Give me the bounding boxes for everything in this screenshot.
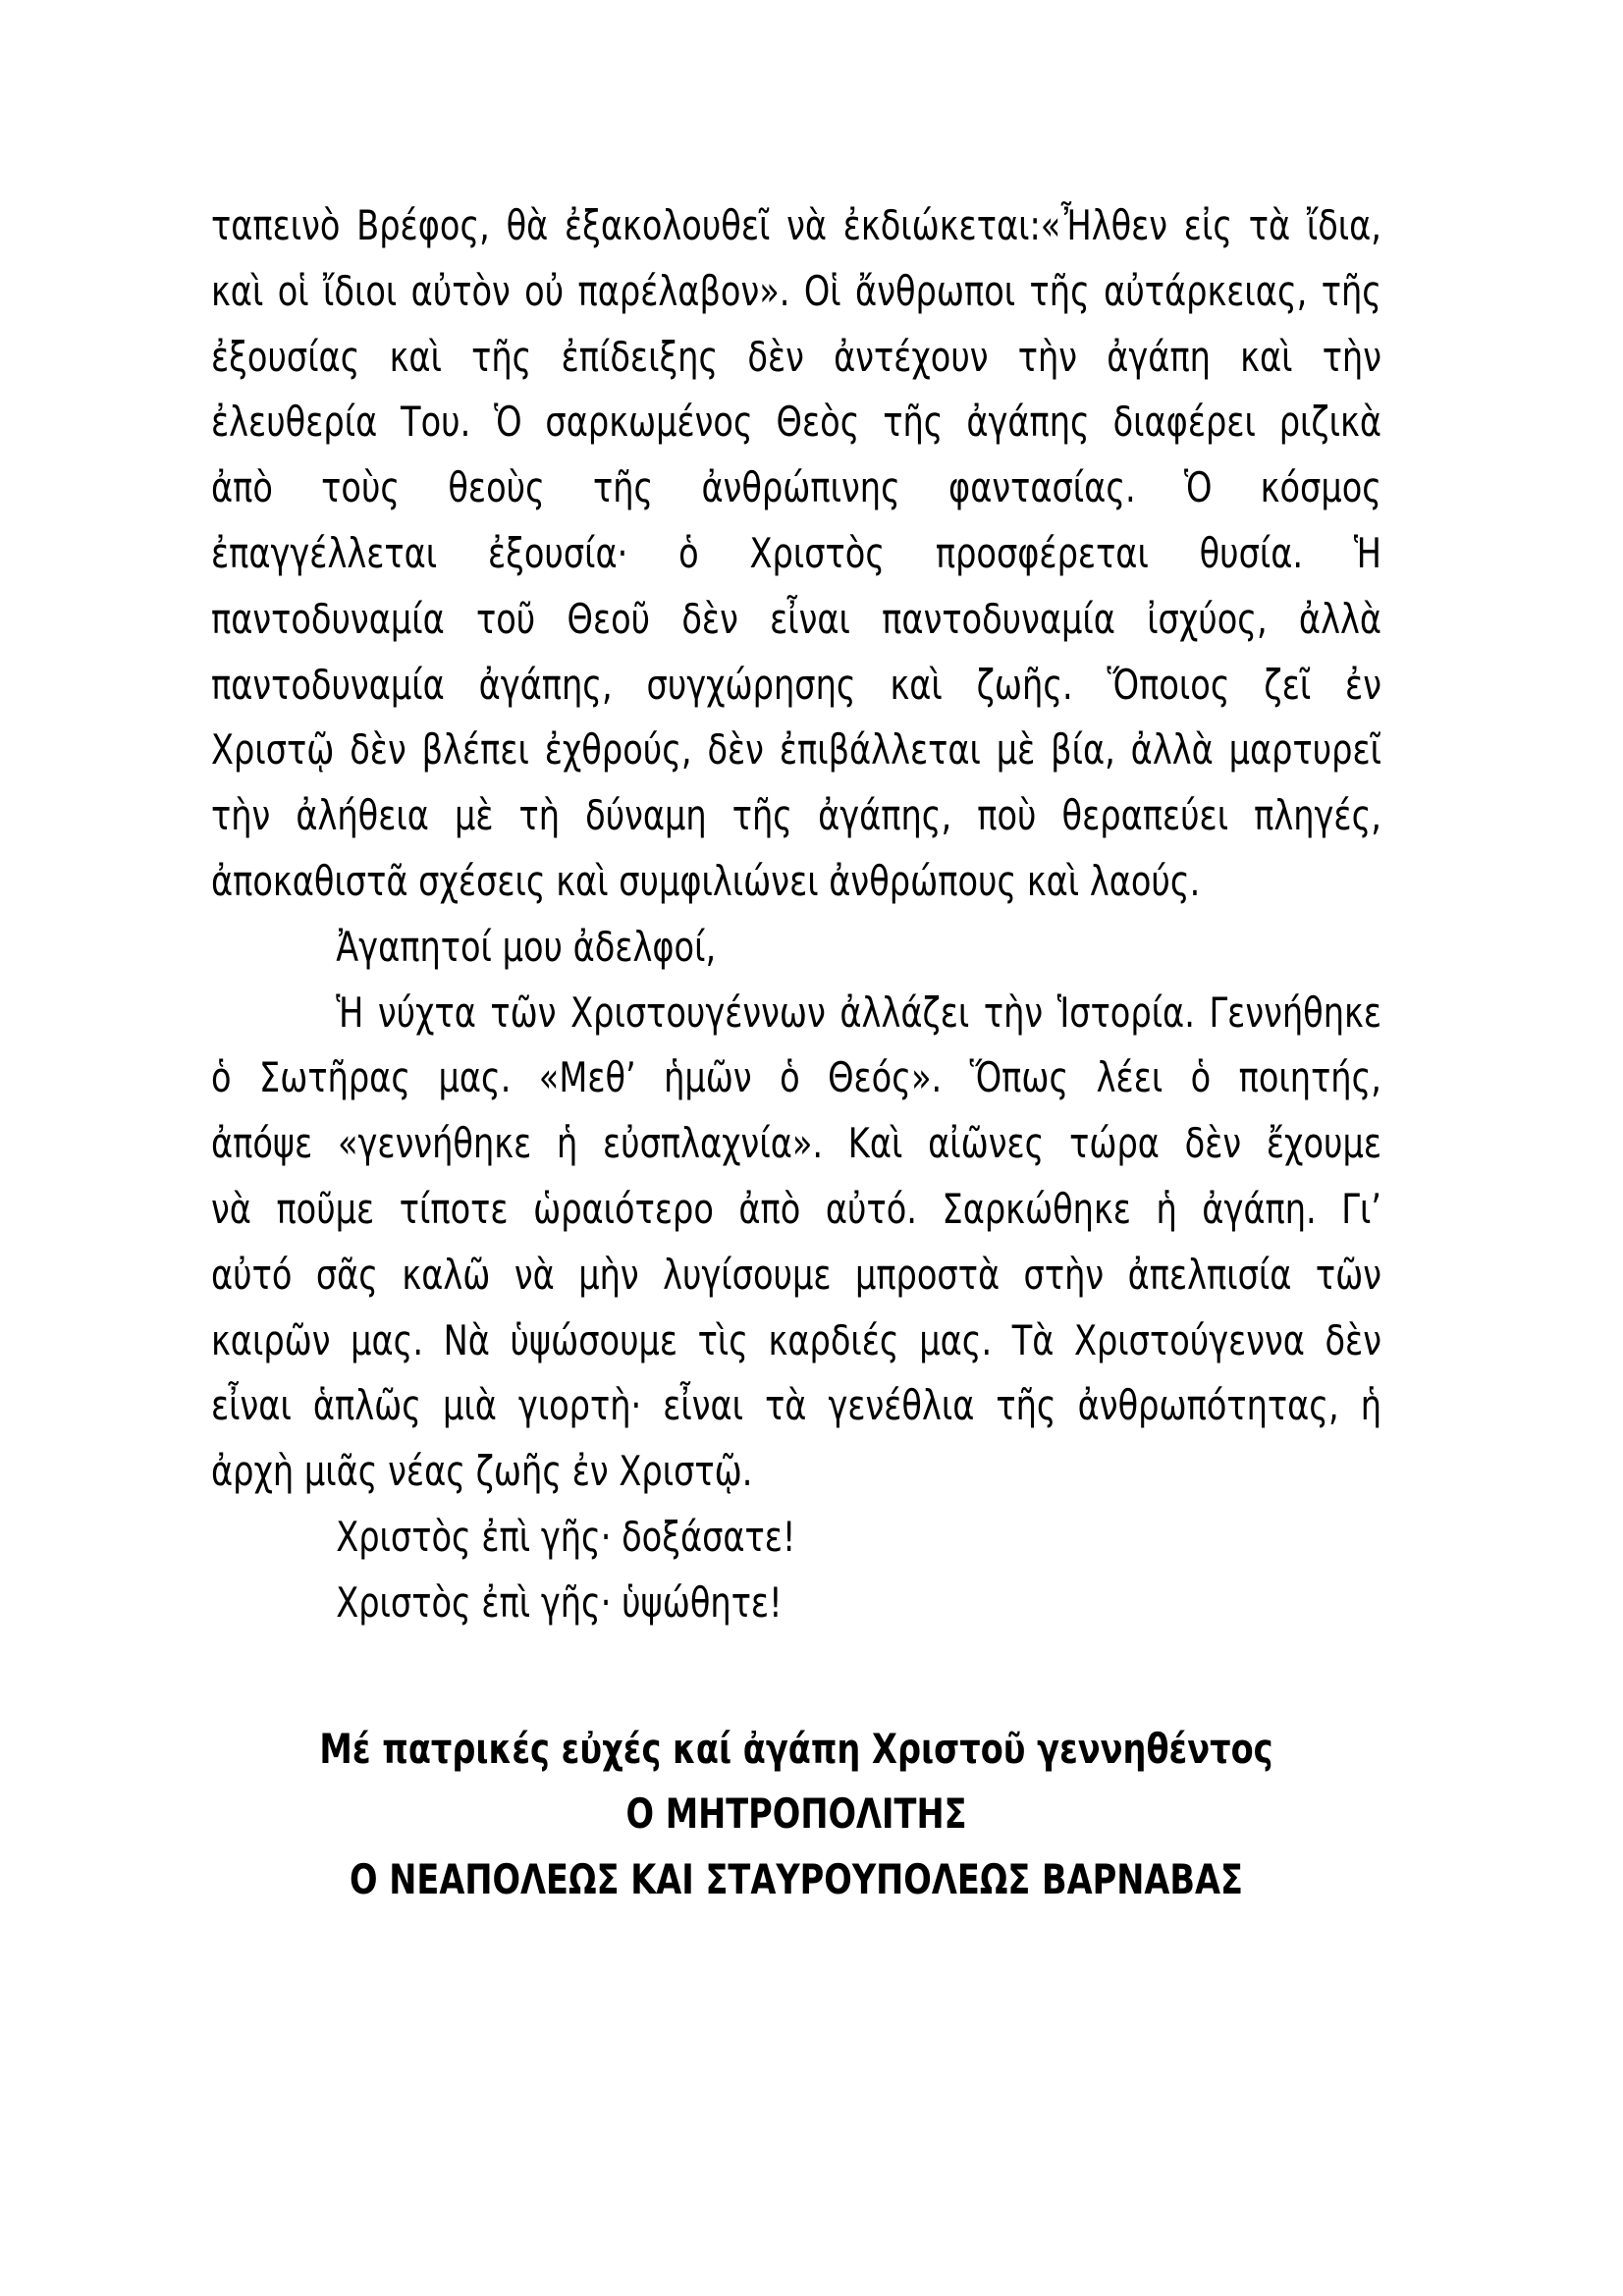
body-line: ἀπὸ τοὺς θεοὺς τῆς ἀνθρώπινης φαντασίας. Ὁ κόσμος xyxy=(211,463,1381,512)
body-line: Χριστῷ δὲν βλέπει ἐχθρούς, δὲν ἐπιβάλλεται μὲ βία, ἀλλὰ μαρτυρεῖ xyxy=(211,725,1381,774)
body-line: παντοδυναμία ἀγάπης, συγχώρησης καὶ ζωῆς. Ὅποιος ζεῖ ἐν xyxy=(211,660,1381,709)
body-line: εἶναι ἁπλῶς μιὰ γιορτὴ· εἶναι τὰ γενέθλια τῆς ἀνθρωπότητας, ἡ xyxy=(211,1381,1381,1430)
body-line: ἐξουσίας καὶ τῆς ἐπίδειξης δὲν ἀντέχουν τὴν ἀγάπη καὶ τὴν xyxy=(211,332,1381,381)
body-line: ἀπόψε «γεννήθηκε ἡ εὐσπλαχνία». Καὶ αἰῶνες τώρα δὲν ἔχουμε xyxy=(211,1119,1381,1168)
body-line: ὁ Σωτῆρας μας. «Μεθ’ ἡμῶν ὁ Θεός». Ὅπως λέει ὁ ποιητής, xyxy=(211,1053,1381,1102)
body-line: ἐπαγγέλλεται ἐξουσία· ὁ Χριστὸς προσφέρεται θυσία. Ἡ xyxy=(211,528,1381,577)
document-body xyxy=(211,0,1381,1913)
body-line: καιρῶν μας. Νὰ ὑψώσουμε τὶς καρδιές μας. Τὰ Χριστούγεννα δὲν xyxy=(211,1315,1381,1364)
body-line: ἀποκαθιστᾶ σχέσεις καὶ συμφιλιώνει ἀνθρώπους καὶ λαούς. xyxy=(211,856,1201,905)
body-line: ἐλευθερία Του. Ὁ σαρκωμένος Θεὸς τῆς ἀγάπης διαφέρει ριζικὰ xyxy=(211,398,1381,447)
signature-name: Ο ΝΕΑΠΟΛΕΩΣ ΚΑΙ ΣΤΑΥΡΟΥΠΟΛΕΩΣ ΒΑΡΝΑΒΑΣ xyxy=(350,1855,1243,1904)
signature-blessing: Μέ πατρικές εὐχές καί ἀγάπη Χριστοῦ γεννηθέντος xyxy=(319,1724,1273,1773)
body-line: αὐτό σᾶς καλῶ νὰ μὴν λυγίσουμε μπροστὰ στὴν ἀπελπισία τῶν xyxy=(211,1250,1381,1299)
body-line: ἀρχὴ μιᾶς νέας ζωῆς ἐν Χριστῷ. xyxy=(211,1447,753,1496)
body-line: παντοδυναμία τοῦ Θεοῦ δὲν εἶναι παντοδυναμία ἰσχύος, ἀλλὰ xyxy=(211,594,1381,643)
body-line: Ἡ νύχτα τῶν Χριστουγέννων ἀλλάζει τὴν Ἱστορία. Γεννήθηκε xyxy=(336,988,1382,1037)
body-line: Ἀγαπητοί μου ἀδελφοί, xyxy=(336,922,717,971)
body-line: νὰ ποῦμε τίποτε ὡραιότερο ἀπὸ αὐτό. Σαρκώθηκε ἡ ἀγάπη. Γι’ xyxy=(211,1184,1381,1233)
blank-line xyxy=(211,1636,1381,1717)
body-line: καὶ οἱ ἴδιοι αὐτὸν οὐ παρέλαβον». Οἱ ἄνθρωποι τῆς αὐτάρκειας, τῆς xyxy=(211,266,1381,315)
body-line: Χριστὸς ἐπὶ γῆς· ὑψώθητε! xyxy=(336,1577,783,1627)
body-line: Χριστὸς ἐπὶ γῆς· δοξάσατε! xyxy=(336,1512,796,1561)
body-line: ταπεινὸ Βρέφος, θὰ ἐξακολουθεῖ νὰ ἐκδιώκεται:«Ἦλθεν εἰς τὰ ἴδια, xyxy=(211,201,1381,249)
body-line: τὴν ἀλήθεια μὲ τὴ δύναμη τῆς ἀγάπης, ποὺ θεραπεύει πληγές, xyxy=(211,791,1381,840)
signature-title: Ο ΜΗΤΡΟΠΟΛΙΤΗΣ xyxy=(625,1789,967,1839)
